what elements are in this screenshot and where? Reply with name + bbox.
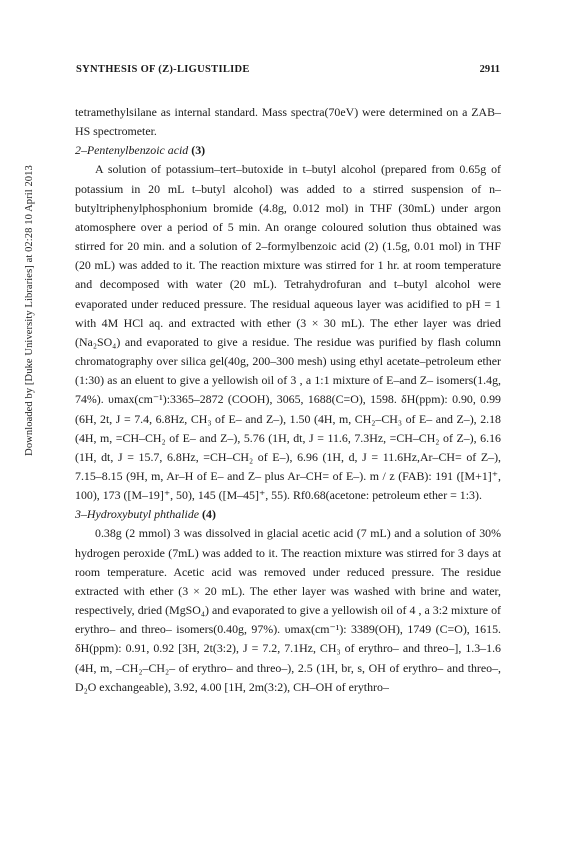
heading-text: 3–Hydroxybutyl phthalide bbox=[75, 507, 200, 522]
heading-text: 2–Pentenylbenzoic acid bbox=[75, 143, 189, 158]
section-heading-pentenylbenzoic-acid bbox=[75, 141, 501, 160]
download-watermark bbox=[22, 30, 36, 590]
paragraph-procedure-4: 0.38g (2 mmol) 3 was dissolved in glacial acetic acid (7 mL) and a solution of 30% hydrogen peroxide (7mL) was added to it. The reaction mixture was stirred for 3 days at room temperature. Acetic acid was removed under reduced pressure. The residue extracted with ether (3 × 20 mL). The ether layer was washed with brine and water, respectively, dried (MgSO₄) and evaporated to give a yellowish oil of 4 , a 3:2 mixture of erythro– and threo– isomers(0.40g, 97%). υmax(cm⁻¹): 3389(OH), 1749 (C=O), 1615. δH(ppm): 0.91, 0.92 [3H, 2t(3:2), J = 7.2, 7.1Hz, CH₃ of erythro– and threo–], 1.3–1.6 (4H, m, –CH₂–CH₂– of erythro– and threo–), 2.5 (1H, br, s, OH of erythro– and threo–, D₂O exchangeable), 3.92, 4.00 [1H, 2m(3:2), CH–OH of erythro– bbox=[75, 526, 501, 694]
paragraph-intro: tetramethylsilane as internal standard. Mass spectra(70eV) were determined on a ZAB–HS spectrometer. bbox=[75, 105, 501, 139]
section-heading-hydroxybutyl-phthalide bbox=[75, 505, 501, 524]
running-header bbox=[76, 64, 500, 75]
running-title: SYNTHESIS OF (Z)-LIGUSTILIDE bbox=[76, 64, 250, 75]
download-note: Downloaded by [Duke University Libraries] at 02:28 10 April 2013 bbox=[23, 164, 35, 456]
article-body bbox=[75, 103, 501, 697]
page-number: 2911 bbox=[479, 64, 500, 75]
paragraph-procedure-3: A solution of potassium–tert–butoxide in t–butyl alcohol (prepared from 0.65g of potassium in 20 mL t–butyl alcohol) was added to a stirred suspension of n–butyltriphenylphosphonium bromide (4.8g, 0.012 mol) in THF (30mL) under argon atomosphere over a period of 5 min. An orange coloured solution thus obtained was stirred for 20 min. and a solution of 2–formylbenzoic acid (2) (1.5g, 0.01 mol) in THF (20 mL) was added to it. The reaction mixture was stirred for 1 hr. at room temperature and decomposed with water (20 mL). Tetrahydrofuran and t–butyl alcohol were evaporated under reduced pressure. The residual aqueous layer was acidified to pH = 1 with 4M HCl aq. and extracted with ether (3 × 30 mL). The ether layer was dried (Na₂SO₄) and evaporated to give a residue. The residue was purified by flash column chromatography over silica gel(40g, 200–300 mesh) using ethyl acetate–petroleum ether (1:30) as an eluent to give a yellowish oil of 3 , a 1:1 mixture of E–and Z– isomers(1.4g, 74%). υmax(cm⁻¹):3365–2872 (COOH), 3065, 1688(C=O), 1598. δH(ppm): 0.90, 0.99 (6H, 2t, J = 7.4, 6.8Hz, CH₃ of E– and Z–), 1.50 (4H, m, CH₂–CH₃ of E– and Z–), 2.18 (4H, m, =CH–CH₂ of E– and Z–), 5.76 (1H, dt, J = 11.6, 7.3Hz, =CH–CH₂ of Z–), 6.16 (1H, dt, J = 15.7, 6.8Hz, =CH–CH₂ of E–), 6.96 (1H, d, J = 11.6Hz,Ar–CH= of Z–), 7.15–8.15 (9H, m, Ar–H of E– and Z– plus Ar–CH= of E–). m / z (FAB): 191 ([M+1]⁺, 100), 173 ([M–19]⁺, 50), 145 ([M–45]⁺, 55). Rf0.68(acetone: petroleum ether = 1:3). bbox=[75, 162, 501, 503]
compound-number: (4) bbox=[202, 507, 216, 522]
compound-number: (3) bbox=[191, 143, 206, 158]
